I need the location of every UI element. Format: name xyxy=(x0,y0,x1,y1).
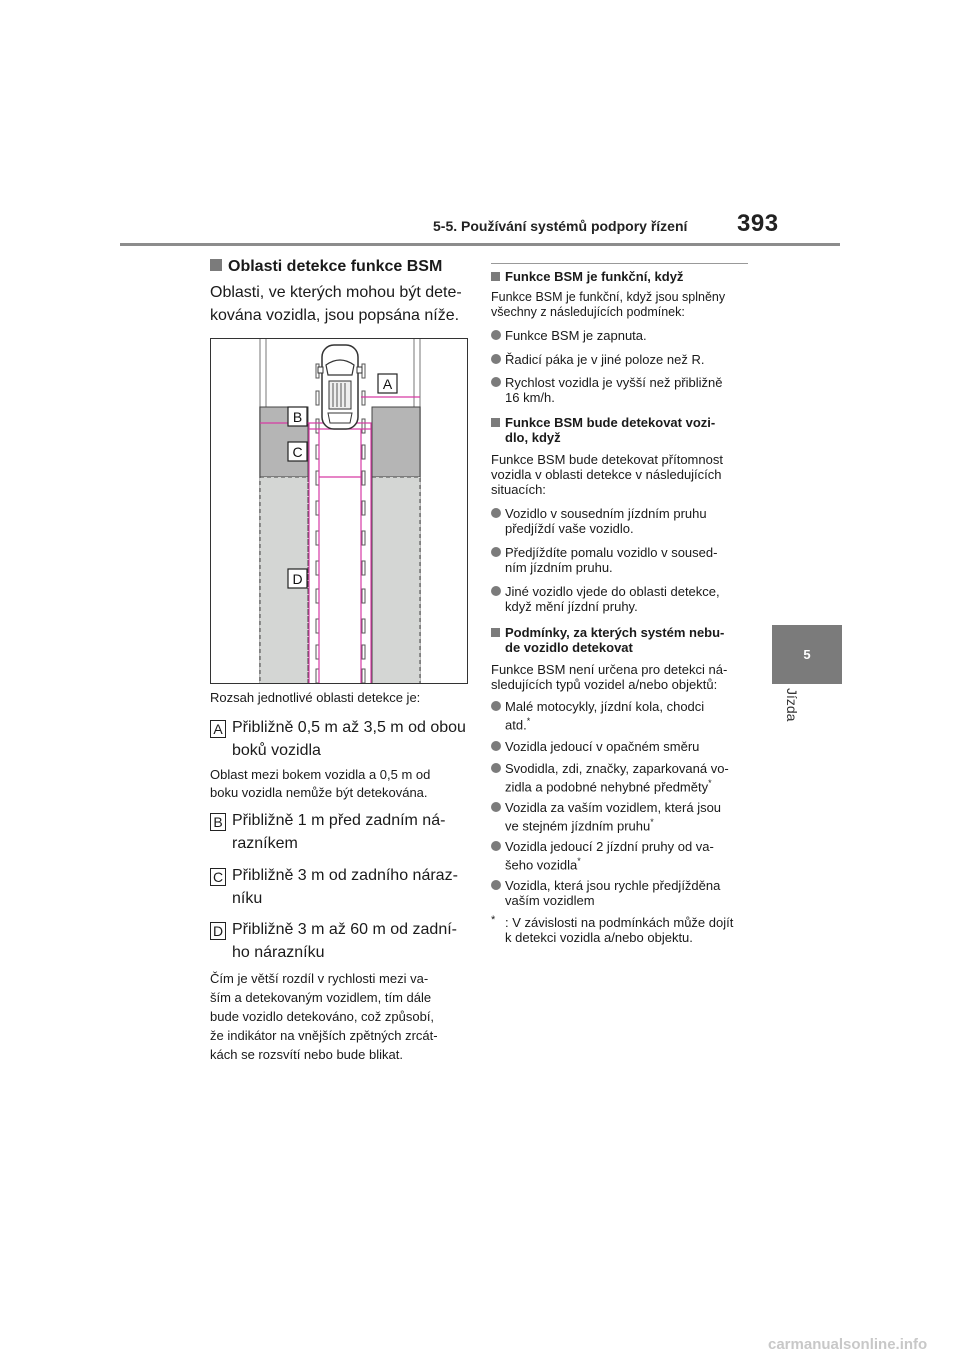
definition-b: B Přibližně 1 m před zadním ná- razníkem xyxy=(210,809,475,859)
diagram-label-b: B xyxy=(292,409,303,425)
car-icon xyxy=(318,345,362,429)
bullet-dot-icon xyxy=(491,586,501,596)
section-heading-detection-areas: Oblasti detekce funkce BSM xyxy=(210,258,442,276)
list-item: Rychlost vozidla je vyšší než přibližně 16 km/h. xyxy=(491,375,756,405)
chapter-label-text: Jízda xyxy=(784,688,800,722)
diagram-label-c: C xyxy=(292,444,303,460)
list-item: Svodidla, zdi, značky, zaparkovaná vo- zidla a podobné nehybné předměty* xyxy=(491,761,756,794)
bsm-detect-body: Funkce BSM bude detekovat přítomnost vozidla v oblasti detekce v následujících situacích: xyxy=(491,452,723,497)
watermark: carmanualsonline.info xyxy=(768,1336,928,1353)
bullet-dot-icon xyxy=(491,701,501,711)
list-item: Předjíždíte pomalu vozidlo v soused- ním jízdním pruhu. xyxy=(491,545,756,575)
list-item: Řadicí páka je v jiné poloze než R. xyxy=(491,352,756,367)
chapter-label xyxy=(778,688,808,748)
label-box-b: B xyxy=(210,813,226,831)
list-item: Vozidlo v sousedním jízdním pruhu předjíždí vaše vozidlo. xyxy=(491,506,756,536)
detection-area-illustration xyxy=(211,339,468,684)
intro-paragraph: Oblasti, ve kterých mohou být dete-kována vozidla, jsou popsána níže. xyxy=(210,284,462,324)
speed-note: Čím je větší rozdíl v rychlosti mezi va- ším a detekovaným vozidlem, tím dále bude vozidlo detekováno, což způsobí, že indikátor na vnějších zpětných zrcát- kách se rozsvítí nebo bude blikat. xyxy=(210,971,438,1062)
bullet-dot-icon xyxy=(491,741,501,751)
diagram-label-d: D xyxy=(292,571,303,587)
bullet-dot-icon xyxy=(491,802,501,812)
heading-bsm-functional: Funkce BSM je funkční, když xyxy=(491,269,756,284)
heading-bsm-detect: Funkce BSM bude detekovat vozi- dlo, když xyxy=(491,415,756,445)
list-item: Vozidla, která jsou rychle předjížděna vaším vozidlem xyxy=(491,878,756,908)
footnote: * : V závislosti na podmínkách může dojít k detekci vozidla a/nebo objektu. xyxy=(491,914,734,945)
bullet-dot-icon xyxy=(491,377,501,387)
bullet-dot-icon xyxy=(491,763,501,773)
list-item: Vozidla jedoucí v opačném směru xyxy=(491,739,756,754)
right-column-rule xyxy=(491,263,748,264)
square-bullet-icon xyxy=(491,628,500,637)
diagram-caption: Rozsah jednotlivé oblasti detekce je: xyxy=(210,690,421,705)
bullet-dot-icon xyxy=(491,880,501,890)
square-bullet-icon xyxy=(491,272,500,281)
label-box-d: D xyxy=(210,922,226,940)
list-item: Vozidla jedoucí 2 jízdní pruhy od va- šeho vozidla* xyxy=(491,839,756,872)
label-box-c: C xyxy=(210,868,226,886)
definition-a: A Přibližně 0,5 m až 3,5 m od obou boků vozidla xyxy=(210,716,475,766)
detection-area-diagram xyxy=(210,338,468,684)
definition-d: D Přibližně 3 m až 60 m od zadní- ho nárazníku xyxy=(210,918,475,968)
diagram-label-a: A xyxy=(382,376,393,392)
list-item: Jiné vozidlo vjede do oblasti detekce, když mění jízdní pruhy. xyxy=(491,584,756,614)
bullet-dot-icon xyxy=(491,354,501,364)
section-title: 5-5. Používání systémů podpory řízení xyxy=(433,218,688,234)
page-number: 393 xyxy=(737,210,779,237)
list-item: Malé motocykly, jízdní kola, chodci atd.* xyxy=(491,699,756,732)
definition-c: C Přibližně 3 m od zadního náraz- níku xyxy=(210,864,475,914)
label-box-a: A xyxy=(210,720,226,738)
chapter-number: 5 xyxy=(803,647,811,662)
list-item: Funkce BSM je zapnuta. xyxy=(491,328,756,343)
list-item: Vozidla za vaším vozidlem, která jsou ve stejném jízdním pruhu* xyxy=(491,800,756,833)
chapter-tab xyxy=(772,625,842,684)
square-bullet-icon xyxy=(210,259,222,271)
bullet-dot-icon xyxy=(491,841,501,851)
bsm-functional-body: Funkce BSM je funkční, když jsou splněny všechny z následujících podmínek: xyxy=(491,290,726,319)
header-rule xyxy=(120,243,840,246)
heading-not-detected: Podmínky, za kterých systém nebu- de vozidlo detekovat xyxy=(491,625,756,655)
square-bullet-icon xyxy=(491,418,500,427)
note-a: Oblast mezi bokem vozidla a 0,5 m od boku vozidla nemůže být detekována. xyxy=(210,767,431,800)
bullet-dot-icon xyxy=(491,508,501,518)
bullet-dot-icon xyxy=(491,547,501,557)
not-detected-body: Funkce BSM není určena pro detekci ná- sledujících typů vozidel a/nebo objektů: xyxy=(491,662,728,692)
bullet-dot-icon xyxy=(491,330,501,340)
